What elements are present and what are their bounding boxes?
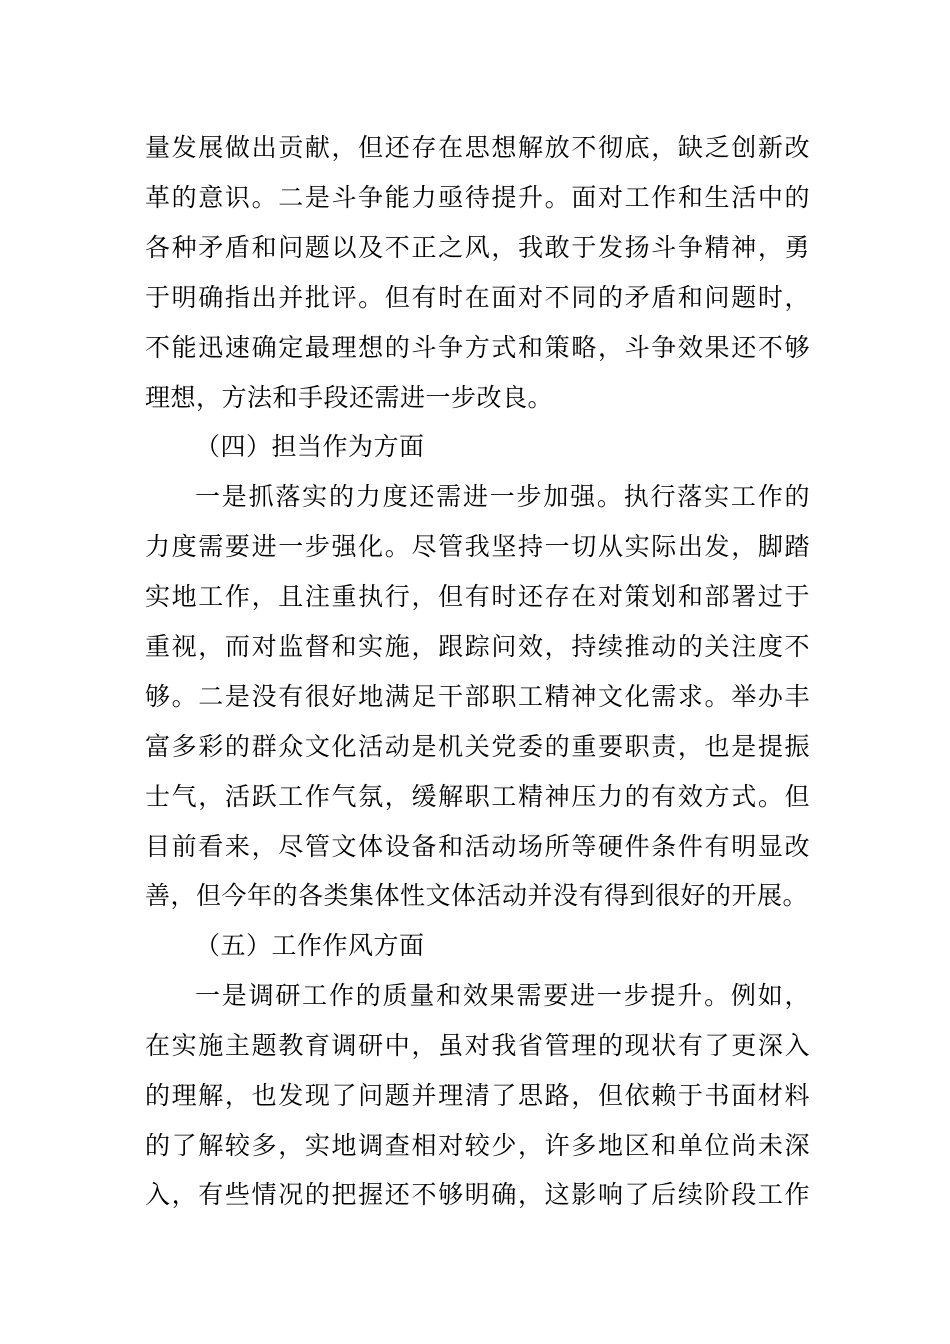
section-heading: （五）工作作风方面 (195, 931, 425, 960)
body-text-line: 力度需要进一步强化。尽管我坚持一切从实际出发，脚踏 (145, 532, 810, 561)
section-heading: （四）担当作为方面 (195, 432, 425, 461)
body-text-line: 实地工作，且注重执行，但有时还存在对策划和部署过于 (145, 582, 810, 611)
body-text-line: 富多彩的群众文化活动是机关党委的重要职责，也是提振 (145, 732, 810, 761)
body-text-line: 重视，而对监督和实施，跟踪问效，持续推动的关注度不 (145, 632, 810, 661)
body-text-line: 入，有些情况的把握还不够明确，这影响了后续阶段工作 (145, 1180, 810, 1209)
paragraph-first-line: 一是调研工作的质量和效果需要进一步提升。例如， (195, 981, 810, 1010)
body-text-line: 不能迅速确定最理想的斗争方式和策略，斗争效果还不够 (145, 333, 810, 362)
body-text-line: 士气，活跃工作气氛，缓解职工精神压力的有效方式。但 (145, 782, 810, 811)
body-text-line: 善，但今年的各类集体性文体活动并没有得到很好的开展。 (145, 881, 809, 910)
body-text-line: 目前看来，尽管文体设备和活动场所等硬件条件有明显改 (145, 832, 810, 861)
paragraph-first-line: 一是抓落实的力度还需进一步加强。执行落实工作的 (195, 482, 810, 511)
body-text-line: 量发展做出贡献，但还存在思想解放不彻底，缺乏创新改 (145, 133, 810, 162)
body-text-line: 在实施主题教育调研中，虽对我省管理的现状有了更深入 (145, 1031, 810, 1060)
body-text-line: 的了解较多，实地调查相对较少，许多地区和单位尚未深 (145, 1131, 810, 1160)
body-text-line: 理想，方法和手段还需进一步改良。 (145, 383, 554, 412)
body-text-line: 够。二是没有很好地满足干部职工精神文化需求。举办丰 (145, 682, 810, 711)
body-text-line: 的理解，也发现了问题并理清了思路，但依赖于书面材料 (145, 1081, 810, 1110)
body-text-line: 革的意识。二是斗争能力亟待提升。面对工作和生活中的 (145, 183, 810, 212)
body-text-line: 于明确指出并批评。但有时在面对不同的矛盾和问题时， (145, 283, 810, 312)
body-text-line: 各种矛盾和问题以及不正之风，我敢于发扬斗争精神，勇 (145, 233, 810, 262)
